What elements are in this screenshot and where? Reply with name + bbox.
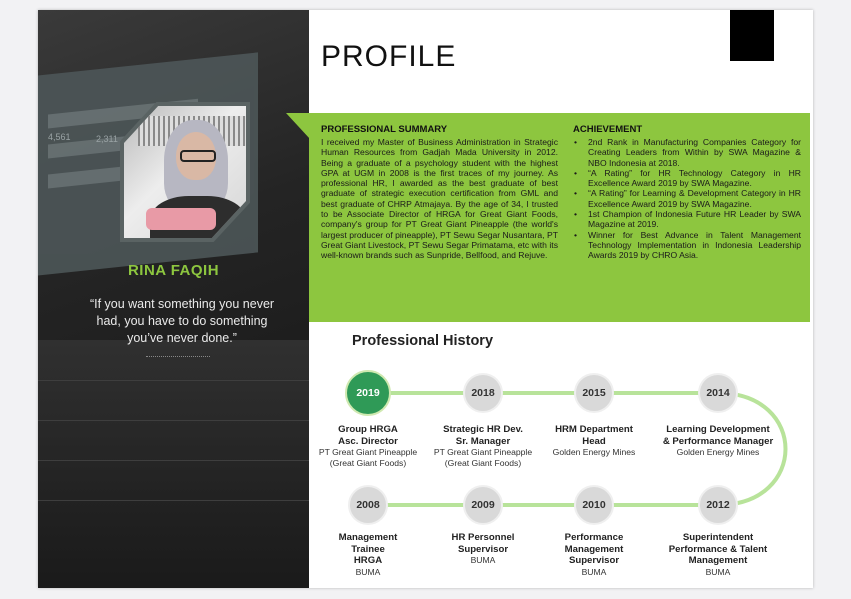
timeline-company: BUMA: [470, 555, 496, 565]
summary-heading: PROFESSIONAL SUMMARY: [321, 124, 448, 135]
profile-name: RINA FAQIH: [127, 262, 220, 279]
timeline-company: BUMA: [581, 566, 607, 577]
timeline-role: Strategic HR Dev. Sr. Manager: [443, 424, 523, 447]
timeline-role: HR Personnel Supervisor: [451, 532, 515, 555]
timeline-year-node: 2010: [574, 485, 614, 525]
timeline-entry-label: [658, 532, 778, 577]
timeline-entry-label: [534, 532, 654, 577]
achievement-item: • “A Rating” for HR Technology Category in HR Excellence Award 2019 by SWA Magazine.: [574, 167, 801, 189]
timeline-role: Management Trainee HRGA: [338, 532, 398, 566]
page-title: PROFILE: [321, 40, 457, 73]
timeline-year-node: 2019: [345, 370, 391, 416]
timeline-year-node: 2008: [348, 485, 388, 525]
achievement-item: • Winner for Best Advance in Talent Management Technology Implementation in Indonesia Leadership Awards 2019 by CHRO Asia.: [574, 229, 801, 261]
achievement-item: • 2nd Rank in Manufacturing Companies Category for Creating Leaders from Within by SWA Magazine & NBO Indonesia at 2018.: [574, 137, 801, 168]
timeline-company: Golden Energy Mines: [676, 447, 760, 457]
timeline-company: BUMA: [355, 566, 381, 577]
timeline-year-node: 2015: [574, 373, 614, 413]
timeline-role: Superintendent Performance & Talent Management: [668, 532, 768, 566]
timeline-year-node: 2018: [463, 373, 503, 413]
achievement-item: • 1st Champion of Indonesia Future HR Leader by SWA Magazine at 2019.: [574, 209, 801, 230]
profile-page: [38, 10, 813, 588]
timeline-company: BUMA: [705, 566, 731, 577]
achievement-heading: ACHIEVEMENT: [573, 124, 643, 135]
timeline-entry-label: [423, 532, 543, 566]
timeline-role: HRM Department Head: [555, 424, 633, 447]
timeline-entry-label: [534, 424, 654, 458]
timeline-company: Golden Energy Mines: [552, 447, 636, 457]
timeline-entry-label: [423, 424, 543, 468]
screen-value-1: 4,561: [48, 132, 71, 142]
timeline-year-node: 2009: [463, 485, 503, 525]
timeline-company: PT Great Giant Pineapple (Great Giant Foods): [318, 447, 418, 468]
summary-text: I received my Master of Business Administration in Strategic Human Resources from Gadjah Mada University in 2012. Being a graduate of a psychology student with the highest GPA at UGM in 2008 is the first traces of my journey. As professional HR, I awarded as the best graduate of best graduate of strategic execution certification from GML and best graduate of CHRP Atmajaya. By the age of 34, I trusted to be Associate Director of HRGA for Great Giant Foods, company's group for PT Great Giant Pineapple (the world's largest producer of pineapple), PT Sewu Segar Nusantara, PT Great Giant Livestock, PT Sewu Segar Primatama, etc with its well-known brands such as Sunpride, Bellfood, and Rejuve.: [321, 137, 558, 261]
quote-line: you’ve never done.”: [127, 331, 237, 345]
achievement-item: • “A Rating” for Learning & Development Category in HR Excellence Award 2019 by SWA Magazine.: [574, 188, 801, 209]
timeline-entry-label: [308, 532, 428, 577]
timeline-role: Performance Management Supervisor: [564, 532, 624, 566]
screen-value-2: 2,311: [96, 134, 118, 144]
timeline-company: PT Great Giant Pineapple (Great Giant Foods): [433, 447, 533, 468]
quote-line: had, you have to do something: [96, 314, 268, 328]
timeline-entry-label: [658, 424, 778, 458]
timeline-path: [38, 10, 813, 588]
timeline-role: Learning Development & Performance Manager: [662, 424, 774, 447]
timeline-entry-label: [308, 424, 428, 468]
history-heading: Professional History: [352, 333, 494, 349]
timeline-role: Group HRGA Asc. Director: [338, 424, 398, 447]
quote-line: “If you want something you never: [89, 297, 275, 311]
timeline-year-node: 2014: [698, 373, 738, 413]
timeline-year-node: 2012: [698, 485, 738, 525]
